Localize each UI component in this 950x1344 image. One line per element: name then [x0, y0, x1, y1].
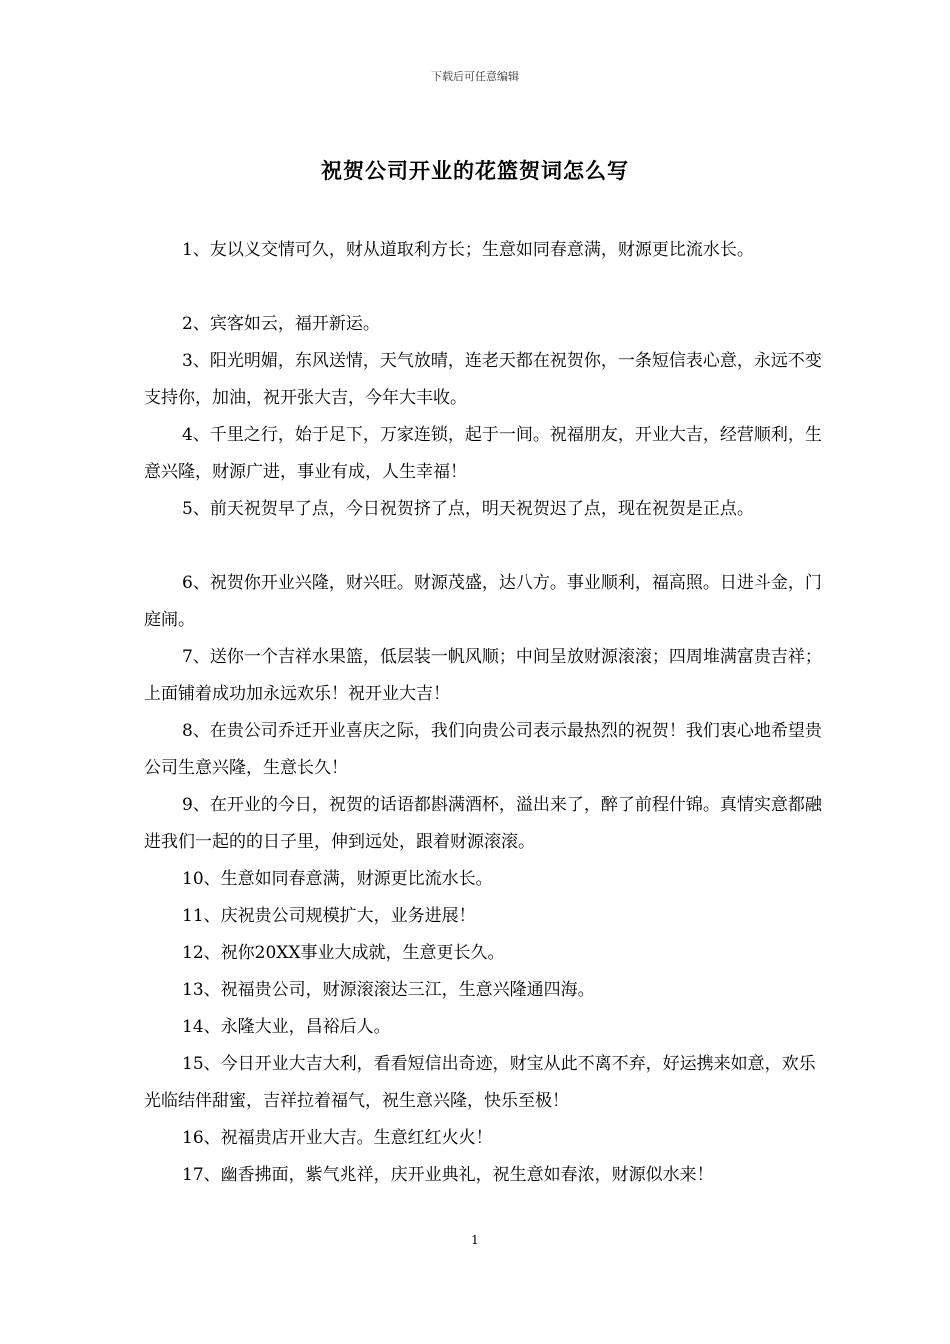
paragraph-5: 5、前天祝贺早了点，今日祝贺挤了点，明天祝贺迟了点，现在祝贺是正点。: [182, 499, 754, 519]
paragraph-gap: [144, 269, 824, 306]
paragraph-gap: [144, 528, 824, 565]
paragraph-1: 1、友以义交情可久，财从道取利方长；生意如同春意满，财源更比流水长。: [182, 240, 754, 260]
paragraph-6: 6、祝贺你开业兴隆，财兴旺。财源茂盛，达八方。事业顺利，福高照。日进斗金，门庭闹。: [144, 573, 822, 630]
paragraph-8: 8、在贵公司乔迁开业喜庆之际，我们向贵公司表示最热烈的祝贺！我们衷心地希望贵公司生意兴隆，生意长久！: [144, 721, 822, 778]
header-note: 下载后可任意编辑: [431, 70, 519, 83]
paragraph-14: 14、永隆大业，昌裕后人。: [182, 1017, 391, 1037]
paragraph-13: 13、祝福贵公司，财源滚滚达三江，生意兴隆通四海。: [182, 980, 595, 1000]
paragraph-11: 11、庆祝贵公司规模扩大，业务进展！: [182, 906, 476, 926]
paragraph-12: 12、祝你20XX事业大成就，生意更长久。: [182, 943, 505, 963]
paragraph-10: 10、生意如同春意满，财源更比流水长。: [182, 869, 493, 889]
paragraph-16: 16、祝福贵店开业大吉。生意红红火火！: [182, 1128, 493, 1148]
document-body: [144, 232, 824, 1194]
paragraph-7: 7、送你一个吉祥水果篮，低层装一帆风顺；中间呈放财源滚滚；四周堆满富贵吉祥；上面铺着成功加永远欢乐！祝开业大吉！: [144, 647, 822, 704]
paragraph-17: 17、幽香拂面，紫气兆祥，庆开业典礼，祝生意如春浓，财源似水来！: [182, 1165, 714, 1185]
paragraph-15: 15、今日开业大吉大利，看看短信出奇迹，财宝从此不离不弃，好运携来如意，欢乐光临结伴甜蜜，吉祥拉着福气，祝生意兴隆，快乐至极！: [144, 1054, 816, 1111]
paragraph-9: 9、在开业的今日，祝贺的话语都斟满酒杯，溢出来了，醉了前程什锦。真情实意都融进我们一起的的日子里，伸到远处，跟着财源滚滚。: [144, 795, 822, 852]
paragraph-4: 4、千里之行，始于足下，万家连锁，起于一间。祝福朋友，开业大吉，经营顺利，生意兴隆，财源广进，事业有成，人生幸福！: [144, 425, 822, 482]
paragraph-3: 3、阳光明媚，东风送情，天气放晴，连老天都在祝贺你，一条短信表心意，永远不变支持你，加油，祝开张大吉，今年大丰收。: [144, 351, 822, 408]
paragraph-2: 2、宾客如云，福开新运。: [182, 314, 380, 334]
page-number: 1: [471, 1233, 479, 1247]
document-title: 祝贺公司开业的花篮贺词怎么写: [321, 158, 629, 183]
